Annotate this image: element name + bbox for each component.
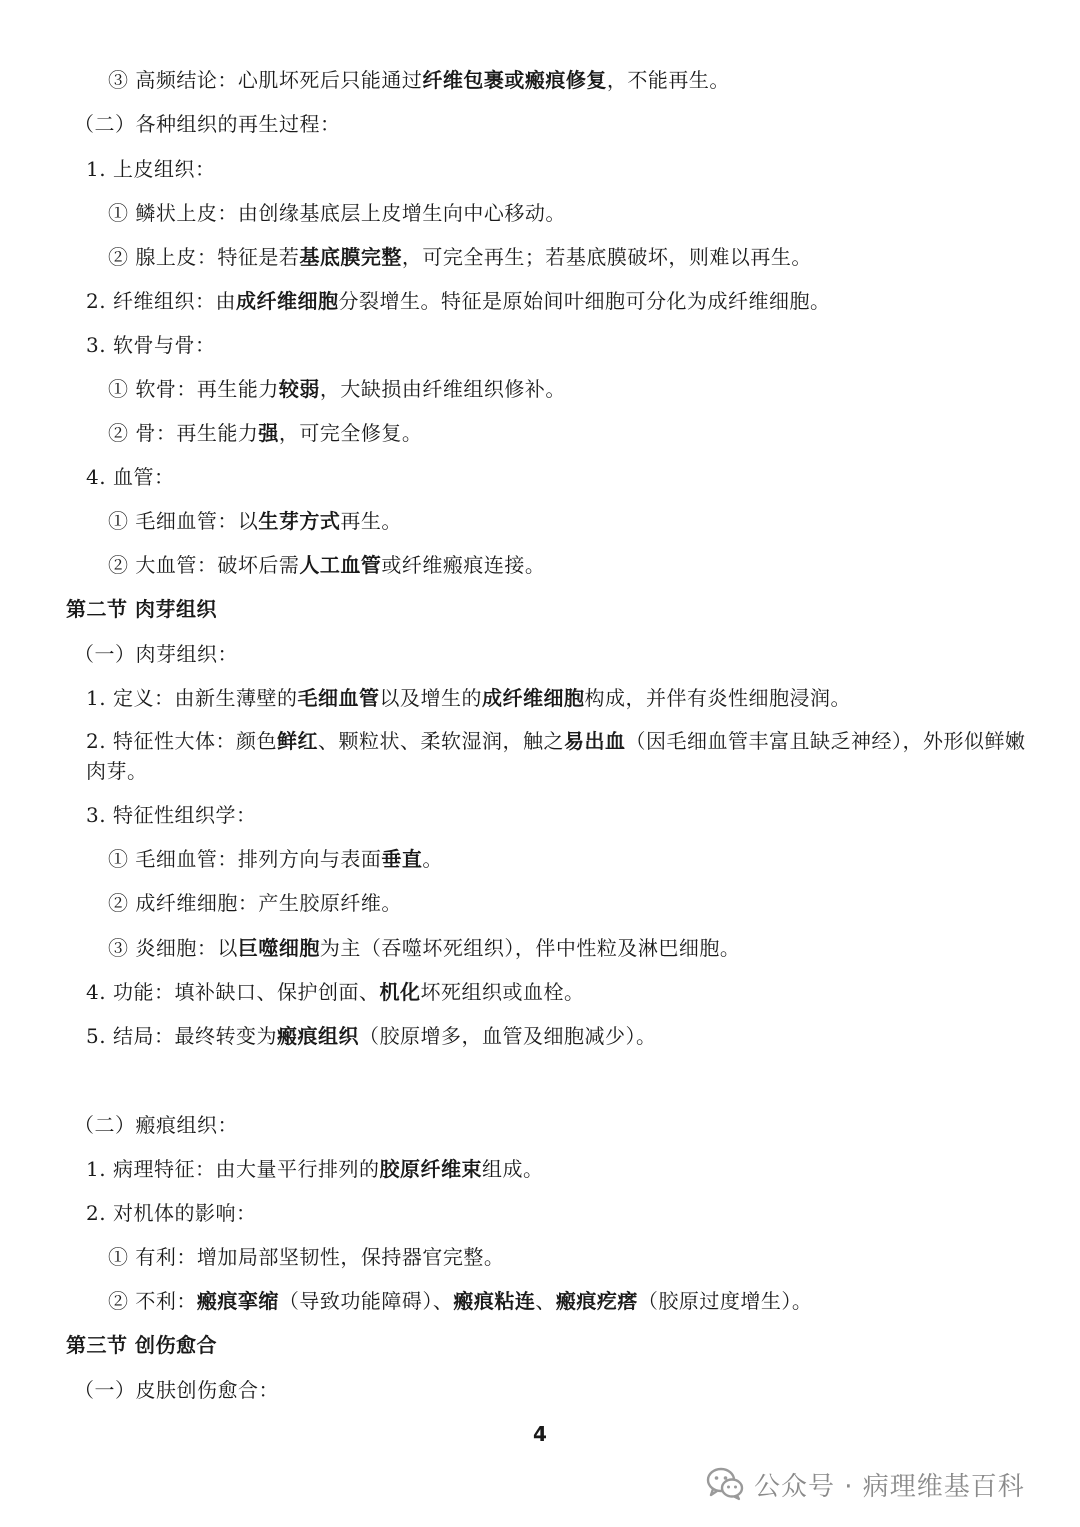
item-epithelium: 1. 上皮组织： — [86, 157, 216, 181]
subsection-skin-wound-healing: （一）皮肤创伤愈合： — [74, 1378, 279, 1402]
section-heading-wound-healing: 第三节 创伤愈合 — [66, 1333, 217, 1357]
item-histology-inflammatory-cells: ③ 炎细胞：以巨噬细胞为主（吞噬坏死组织），伴中性粒及淋巴细胞。 — [108, 936, 741, 960]
item-glandular-epithelium: ② 腺上皮：特征是若基底膜完整，可完全再生；若基底膜破坏，则难以再生。 — [108, 245, 812, 269]
item-fibrous-tissue: 2. 纤维组织：由成纤维细胞分裂增生。特征是原始间叶细胞可分化为成纤维细胞。 — [86, 289, 831, 313]
wechat-icon — [706, 1467, 744, 1501]
item-capillaries: ① 毛细血管：以生芽方式再生。 — [108, 509, 402, 533]
item-bone: ② 骨：再生能力强，可完全修复。 — [108, 421, 423, 445]
item-histology-fibroblasts: ② 成纤维细胞：产生胶原纤维。 — [108, 891, 402, 915]
line-conclusion: ③ 高频结论：心肌坏死后只能通过纤维包裹或瘢痕修复，不能再生。 — [108, 68, 730, 92]
item-outcome: 5. 结局：最终转变为瘢痕组织（胶原增多，血管及细胞减少）。 — [86, 1024, 657, 1048]
subsection-regeneration-processes: （二）各种组织的再生过程： — [74, 112, 341, 136]
watermark-text: 公众号 · 病理维基百科 — [754, 1471, 1025, 1502]
item-blood-vessels: 4. 血管： — [86, 465, 175, 489]
item-scar-pathology: 1. 病理特征：由大量平行排列的胶原纤维束组成。 — [86, 1157, 544, 1181]
item-squamous-epithelium: ① 鳞状上皮：由创缘基底层上皮增生向中心移动。 — [108, 201, 566, 225]
item-function: 4. 功能：填补缺口、保护创面、机化坏死组织或血栓。 — [86, 980, 585, 1004]
item-cartilage-bone: 3. 软骨与骨： — [86, 333, 216, 357]
section-heading-granulation: 第二节 肉芽组织 — [66, 597, 217, 621]
item-large-vessels: ② 大血管：破坏后需人工血管或纤维瘢痕连接。 — [108, 553, 546, 577]
page-number: 4 — [533, 1422, 547, 1446]
item-histology-capillaries: ① 毛细血管：排列方向与表面垂直。 — [108, 847, 443, 871]
watermark — [706, 1462, 1025, 1506]
subsection-scar-tissue: （二）瘢痕组织： — [74, 1113, 238, 1137]
item-histology: 3. 特征性组织学： — [86, 803, 257, 827]
subsection-granulation-tissue: （一）肉芽组织： — [74, 642, 238, 666]
item-scar-effects: 2. 对机体的影响： — [86, 1201, 257, 1225]
item-gross-features: 2. 特征性大体：颜色鲜红、颗粒状、柔软湿润，触之易出血（因毛细血管丰富且缺乏神经），外形似鲜嫩肉芽。 — [86, 729, 1026, 783]
item-scar-harmful: ② 不利：瘢痕挛缩（导致功能障碍）、瘢痕粘连、瘢痕疙瘩（胶原过度增生）。 — [108, 1289, 813, 1313]
item-definition: 1. 定义：由新生薄壁的毛细血管以及增生的成纤维细胞构成，并伴有炎性细胞浸润。 — [86, 686, 851, 710]
item-cartilage: ① 软骨：再生能力较弱，大缺损由纤维组织修补。 — [108, 377, 566, 401]
item-scar-beneficial: ① 有利：增加局部坚韧性，保持器官完整。 — [108, 1245, 505, 1269]
